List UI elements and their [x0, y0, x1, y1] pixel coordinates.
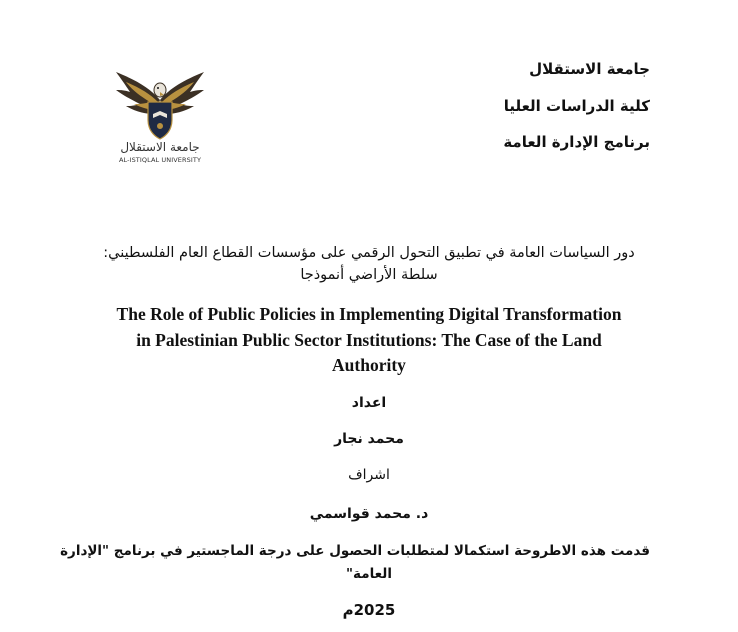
submission-statement-line-2: العامة": [346, 566, 392, 582]
author-name: محمد نجار: [334, 431, 404, 447]
arabic-title-line-1: دور السياسات العامة في تطبيق التحول الرقمي على مؤسسات القطاع العام الفلسطيني:: [103, 245, 635, 261]
submission-statement-line-1: قدمت هذه الاطروحة استكمالا لمتطلبات الحصول على درجة الماجستير في برنامج "الإدارة: [60, 543, 650, 559]
prepared-by-label: اعداد: [351, 395, 387, 411]
english-title-line-2: in Palestinian Public Sector Institutions: The Case of the Land: [136, 330, 602, 350]
english-title-line-1: The Role of Public Policies in Implementing Digital Transformation: [116, 304, 622, 324]
college-name: كلية الدراسات العليا: [503, 97, 650, 115]
university-name: جامعة الاستقلال: [529, 60, 650, 78]
logo-arabic-name: جامعة الاستقلال: [120, 140, 200, 154]
submission-year: 2025م: [342, 601, 396, 619]
logo-english-name: AL-ISTIQLAL UNIVERSITY: [118, 156, 202, 164]
supervisor-name: د. محمد قواسمي: [309, 506, 429, 522]
english-title-line-3: Authority: [332, 355, 406, 375]
program-name: برنامج الإدارة العامة: [503, 133, 650, 151]
arabic-title-line-2: سلطة الأراضي أنموذجا: [300, 267, 438, 283]
supervision-label: اشراف: [348, 467, 390, 483]
